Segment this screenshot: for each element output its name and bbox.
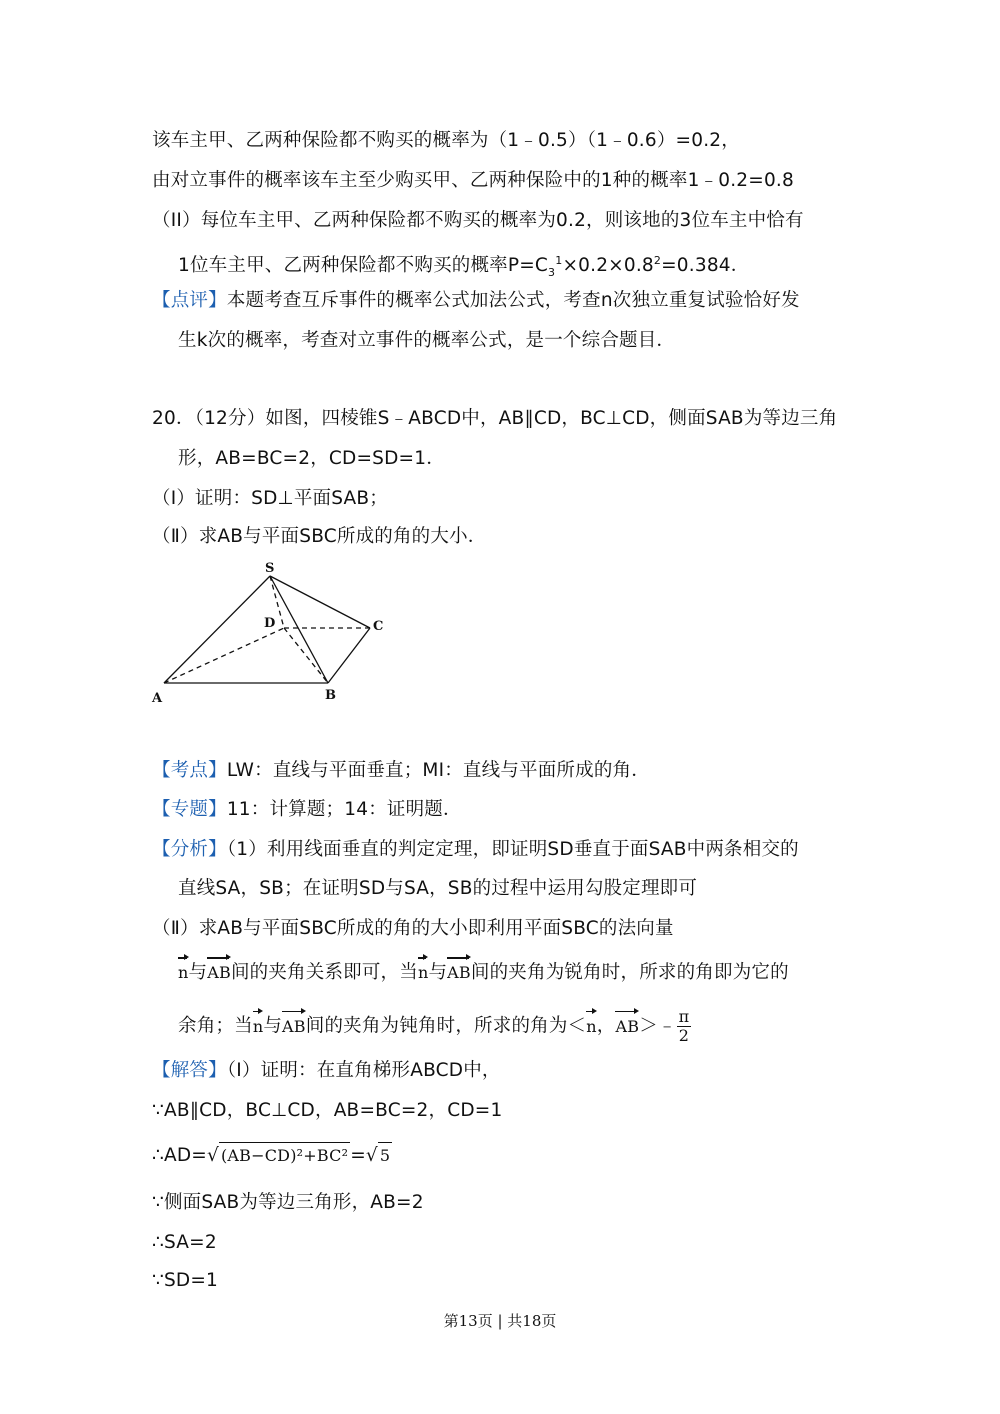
vector-n: n bbox=[178, 960, 189, 986]
fenxi-tag: 【分析】 bbox=[152, 839, 227, 860]
vector-ab: AB bbox=[207, 960, 231, 986]
comment-tag: 【点评】 bbox=[152, 290, 227, 311]
vector-n: n bbox=[253, 1014, 264, 1040]
vector-ab: AB bbox=[447, 960, 471, 986]
text-line: ∴SA=2 bbox=[152, 1232, 217, 1253]
text-line: （Ⅱ）求AB与平面SBC所成的角的大小即利用平面SBC的法向量 bbox=[152, 918, 674, 939]
sqrt-expression: (AB−CD)²+BC² bbox=[219, 1142, 350, 1169]
edge-db-hidden bbox=[284, 628, 328, 683]
jieda-line: 【解答】（Ⅰ）证明：在直角梯形ABCD中， bbox=[152, 1060, 501, 1081]
fenxi-line: 【分析】（1）利用线面垂直的判定定理，即证明SD垂直于面SAB中两条相交的 bbox=[152, 839, 799, 860]
sqrt-five: 5 bbox=[378, 1142, 392, 1169]
vector-n: n bbox=[586, 1014, 597, 1040]
kaodian-line: 【考点】LW：直线与平面垂直；MI：直线与平面所成的角． bbox=[152, 760, 650, 781]
edge-sc bbox=[270, 576, 370, 628]
pyramid-figure bbox=[150, 558, 400, 708]
text-line: （Ⅱ）求AB与平面SBC所成的角的大小． bbox=[152, 526, 487, 547]
text-line: 生k次的概率，考查对立事件的概率公式，是一个综合题目． bbox=[178, 330, 676, 351]
edge-sa bbox=[164, 576, 270, 683]
fraction-pi-over-2: $\frac{\pi}{2}$ bbox=[678, 1007, 690, 1045]
text-line: ∵AB∥CD，BC⊥CD，AB=BC=2，CD=1 bbox=[152, 1100, 503, 1121]
vector-ab: AB bbox=[282, 1014, 306, 1040]
text-line: ∵SD=1 bbox=[152, 1270, 219, 1291]
comment-line: 【点评】本题考查互斥事件的概率公式加法公式，考查n次独立重复试验恰好发 bbox=[152, 290, 800, 311]
page-footer: 第13页 | 共18页 bbox=[443, 1312, 557, 1330]
vector-n: n bbox=[418, 960, 429, 986]
text-line: n与AB间的夹角关系即可，当n与AB间的夹角为锐角时，所求的角即为它的 bbox=[178, 960, 789, 986]
label-b: B bbox=[325, 688, 336, 703]
label-c: C bbox=[373, 619, 384, 634]
label-d: D bbox=[264, 616, 276, 631]
label-a: A bbox=[152, 691, 163, 706]
text-line: ∵侧面SAB为等边三角形，AB=2 bbox=[152, 1192, 424, 1213]
vector-ab: AB bbox=[615, 1014, 639, 1040]
text-line: ∴AD=√ (AB−CD)²+BC² =√ 5 bbox=[152, 1142, 392, 1169]
edge-ad-hidden bbox=[164, 628, 284, 683]
text-line: 1位车主甲、乙两种保险都不购买的概率$P=C_3^1\times 0.2\times 0.8^2=0.384$． bbox=[178, 254, 750, 279]
text-line: 余角；当n与AB间的夹角为钝角时，所求的角为＜n，AB＞﹣ $\frac{\pi}{2}$ bbox=[178, 1007, 690, 1045]
label-s: S bbox=[265, 561, 275, 576]
jieda-tag: 【解答】 bbox=[152, 1060, 227, 1081]
text-line: 形，AB=BC=2，CD=SD=1． bbox=[178, 448, 445, 469]
text-line: 由对立事件的概率该车主至少购买甲、乙两种保险中的1种的概率1﹣0.2=0.8 bbox=[152, 170, 794, 191]
zhuanti-line: 【专题】11：计算题；14：证明题． bbox=[152, 799, 462, 820]
kaodian-tag: 【考点】 bbox=[152, 760, 227, 781]
question-title: 20．（12分）如图，四棱锥S﹣ABCD中，AB∥CD，BC⊥CD，侧面SAB为等边三角 bbox=[152, 408, 838, 429]
edge-bc bbox=[328, 628, 370, 683]
text-line: 直线SA，SB；在证明SD与SA，SB的过程中运用勾股定理即可 bbox=[178, 878, 698, 899]
text-line: （II）每位车主甲、乙两种保险都不购买的概率为0.2，则该地的3位车主中恰有 bbox=[152, 210, 804, 231]
edge-sb bbox=[270, 576, 328, 683]
zhuanti-tag: 【专题】 bbox=[152, 799, 227, 820]
text-line: 该车主甲、乙两种保险都不购买的概率为（1﹣0.5）（1﹣0.6）=0.2， bbox=[152, 130, 740, 151]
text-line: （Ⅰ）证明：SD⊥平面SAB； bbox=[152, 488, 388, 509]
